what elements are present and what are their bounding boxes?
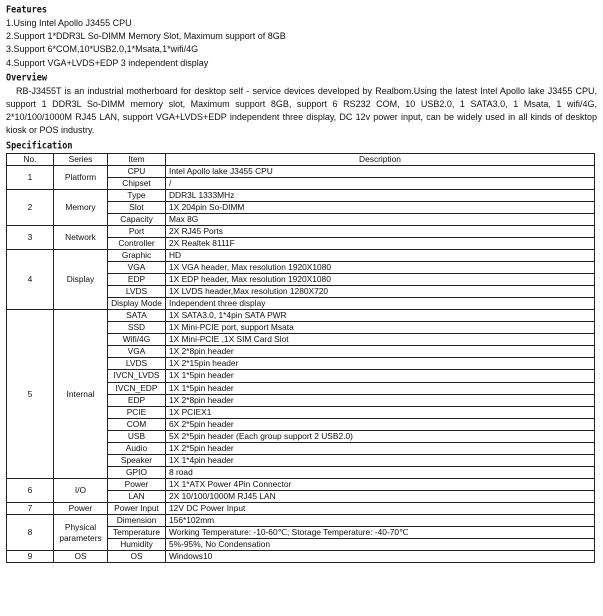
spec-series-cell: I/O (54, 478, 108, 502)
spec-no-cell: 8 (7, 515, 54, 551)
spec-no-cell: 4 (7, 250, 54, 310)
spec-description-cell: 6X 2*5pin header (166, 418, 595, 430)
spec-item-cell: LVDS (108, 358, 166, 370)
spec-description-cell: 2X Realtek 8111F (166, 237, 595, 249)
feature-item: 2.Support 1*DDR3L So-DIMM Memory Slot, Maximum support of 8GB (6, 31, 286, 42)
spec-description-cell: 1X Mini-PCIE port, support Msata (166, 322, 595, 334)
overview-heading: Overview (6, 72, 47, 84)
spec-description-cell: 1X 2*8pin header (166, 394, 595, 406)
spec-description-cell: 1X 1*5pin header (166, 382, 595, 394)
features-heading: Features (6, 5, 47, 16)
table-row (7, 502, 595, 514)
spec-description-cell: 1X SATA3.0, 1*4pin SATA PWR (166, 310, 595, 322)
spec-description-cell: Max 8G (166, 213, 595, 225)
spec-description-cell: 12V DC Power Input (166, 502, 595, 514)
spec-item-cell: IVCN_LVDS (108, 370, 166, 382)
specification-table (6, 153, 595, 564)
spec-description-cell: 1X 2*8pin header (166, 346, 595, 358)
spec-item-cell: VGA (108, 262, 166, 274)
col-header-item: Item (108, 153, 166, 165)
spec-item-cell: Wifi/4G (108, 334, 166, 346)
spec-series-cell: Internal (54, 310, 108, 479)
spec-item-cell: Slot (108, 201, 166, 213)
table-row (7, 225, 595, 237)
spec-description-cell: 5X 2*5pin header (Each group support 2 USB2.0) (166, 430, 595, 442)
table-row (7, 310, 595, 322)
spec-description-cell: 1X EDP header, Max resolution 1920X1080 (166, 274, 595, 286)
spec-item-cell: Type (108, 189, 166, 201)
feature-item: 1.Using Intel Apollo J3455 CPU (6, 18, 132, 28)
spec-series-cell: Physical parameters (54, 515, 108, 551)
spec-description-cell: 5%-95%, No Condensation (166, 539, 595, 551)
spec-item-cell: EDP (108, 394, 166, 406)
feature-item: 4.Support VGA+LVDS+EDP 3 independent display (6, 57, 209, 68)
spec-description-cell: 1X 1*5pin header (166, 370, 595, 382)
spec-item-cell: Chipset (108, 177, 166, 189)
spec-no-cell: 6 (7, 478, 54, 502)
table-row (7, 250, 595, 262)
spec-series-cell: Platform (54, 165, 108, 189)
spec-description-cell: Working Temperature: -10-60℃; Storage Temperature: -40-70℃ (166, 527, 595, 539)
spec-item-cell: Graphic (108, 250, 166, 262)
spec-item-cell: Speaker (108, 454, 166, 466)
spec-item-cell: Capacity (108, 213, 166, 225)
spec-item-cell: LAN (108, 490, 166, 502)
spec-description-cell: 8 road (166, 466, 595, 478)
feature-item: 3.Support 6*COM,10*USB2.0,1*Msata,1*wifi/4G (6, 44, 199, 55)
spec-item-cell: Port (108, 225, 166, 237)
specification-body (7, 165, 595, 563)
spec-item-cell: SSD (108, 322, 166, 334)
spec-description-cell: 156*102mm (166, 515, 595, 527)
spec-series-cell: OS (54, 551, 108, 563)
spec-item-cell: CPU (108, 165, 166, 177)
table-row (7, 165, 595, 177)
spec-description-cell: 1X VGA header, Max resolution 1920X1080 (166, 262, 595, 274)
col-header-series: Series (54, 153, 108, 165)
features-list (6, 17, 597, 70)
spec-item-cell: Power (108, 478, 166, 490)
table-row (7, 551, 595, 563)
col-header-description: Description (166, 153, 595, 165)
spec-description-cell: 1X Mini-PCIE ,1X SIM Card Slot (166, 334, 595, 346)
spec-item-cell: Temperature (108, 527, 166, 539)
spec-series-cell: Network (54, 225, 108, 249)
spec-description-cell: Intel Apollo lake J3455 CPU (166, 165, 595, 177)
spec-item-cell: LVDS (108, 286, 166, 298)
spec-description-cell: 1X PCIEX1 (166, 406, 595, 418)
spec-item-cell: GPIO (108, 466, 166, 478)
table-row (7, 189, 595, 201)
spec-description-cell: 1X 204pin So-DIMM (166, 201, 595, 213)
spec-series-cell: Memory (54, 189, 108, 225)
spec-item-cell: VGA (108, 346, 166, 358)
spec-series-cell: Power (54, 502, 108, 514)
spec-item-cell: Controller (108, 237, 166, 249)
spec-description-cell: 2X RJ45 Ports (166, 225, 595, 237)
spec-item-cell: IVCN_EDP (108, 382, 166, 394)
spec-item-cell: EDP (108, 274, 166, 286)
spec-description-cell: Windows10 (166, 551, 595, 563)
spec-description-cell: DDR3L 1333MHz (166, 189, 595, 201)
spec-no-cell: 9 (7, 551, 54, 563)
spec-item-cell: Humidity (108, 539, 166, 551)
table-row (7, 478, 595, 490)
spec-item-cell: Audio (108, 442, 166, 454)
spec-item-cell: Display Mode (108, 298, 166, 310)
spec-description-cell: Independent three display (166, 298, 595, 310)
spec-item-cell: Dimension (108, 515, 166, 527)
specification-heading: Specification (6, 140, 73, 152)
spec-item-cell: OS (108, 551, 166, 563)
spec-no-cell: 3 (7, 225, 54, 249)
spec-description-cell: HD (166, 250, 595, 262)
table-header-row (7, 153, 595, 165)
overview-text: RB-J3455T is an industrial motherboard for desktop self - service devices developed by Realbom.Using the latest Intel Apollo lake J3455 CPU, support 1 DDR3L So-DIMM memory slot, Maximum support 8GB, support 6 RS232 COM, 10 USB2.0, 1 SATA3.0, 1 Msata, 1 wifi/4G, 2*10/100/1000M RJ45 LAN, support VGA+LVDS+EDP independent three display, DC 12v power input, can be widely used in all kinds of desktop kiosk or POS industry. (6, 85, 597, 136)
spec-no-cell: 2 (7, 189, 54, 225)
spec-item-cell: SATA (108, 310, 166, 322)
spec-no-cell: 7 (7, 502, 54, 514)
table-row (7, 515, 595, 527)
spec-description-cell: 1X LVDS header,Max resolution 1280X720 (166, 286, 595, 298)
spec-item-cell: PCIE (108, 406, 166, 418)
spec-description-cell: 2X 10/100/1000M RJ45 LAN (166, 490, 595, 502)
spec-no-cell: 5 (7, 310, 54, 479)
spec-description-cell: / (166, 177, 595, 189)
spec-description-cell: 1X 1*4pin header (166, 454, 595, 466)
spec-item-cell: COM (108, 418, 166, 430)
col-header-no: No. (7, 153, 54, 165)
spec-description-cell: 1X 1*ATX Power 4Pin Connector (166, 478, 595, 490)
spec-item-cell: USB (108, 430, 166, 442)
spec-description-cell: 1X 2*5pin header (166, 442, 595, 454)
spec-no-cell: 1 (7, 165, 54, 189)
spec-item-cell: Power Input (108, 502, 166, 514)
spec-description-cell: 1X 2*15pin header (166, 358, 595, 370)
spec-series-cell: Display (54, 250, 108, 310)
